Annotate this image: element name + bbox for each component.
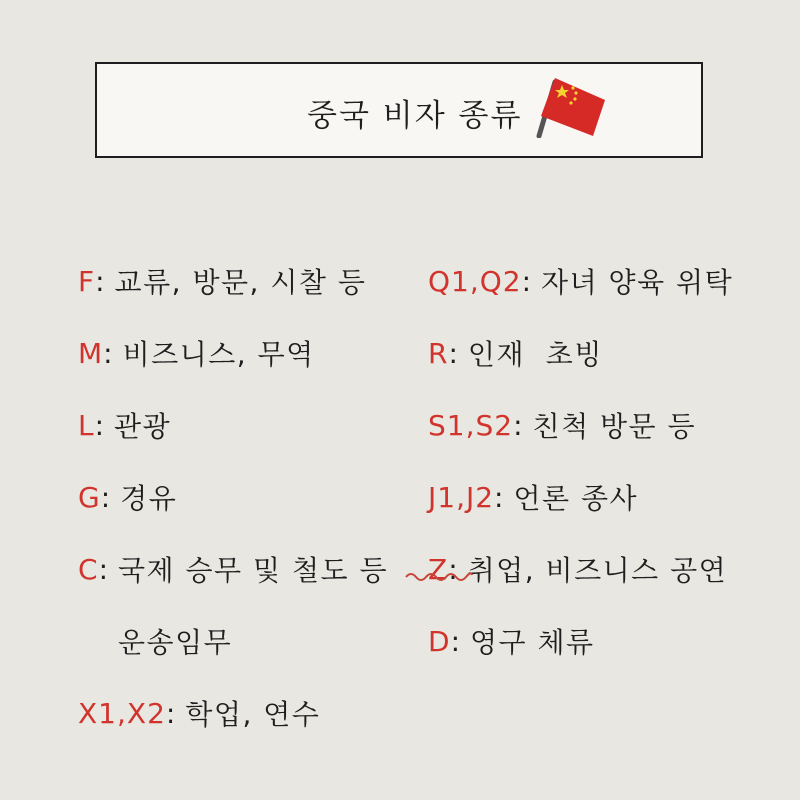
visa-code: C <box>78 552 99 586</box>
visa-code: X1,X2 <box>78 696 166 730</box>
right-visa-list <box>428 245 733 677</box>
visa-code: G <box>78 480 101 514</box>
visa-desc: 언론 종사 <box>513 482 639 515</box>
visa-desc: 취업, 비즈니스 공연 <box>467 554 728 587</box>
visa-desc: 운송임무 <box>118 626 233 659</box>
visa-desc: 경유 <box>120 482 178 515</box>
title-box <box>95 62 703 158</box>
visa-code: D <box>428 624 451 658</box>
visa-code: Z <box>428 552 449 586</box>
visa-code: R <box>428 336 449 370</box>
visa-desc: 국제 승무 및 철도 등 <box>118 554 388 587</box>
left-visa-list <box>78 245 388 749</box>
visa-desc: 영구 체류 <box>470 626 595 659</box>
visa-row-f: F : 교류, 방문, 시찰 등 <box>78 245 388 317</box>
spellcheck-squiggle <box>404 568 474 582</box>
visa-row-m: M : 비즈니스, 무역 <box>78 317 388 389</box>
visa-row-r: R : 인재 초빙 <box>428 317 733 389</box>
visa-code: L <box>78 408 95 442</box>
visa-desc: 관광 <box>114 410 172 443</box>
visa-row-l: L : 관광 <box>78 389 388 461</box>
visa-row-s: S1,S2 : 친척 방문 등 <box>428 389 733 461</box>
visa-code: J1,J2 <box>428 480 495 514</box>
visa-desc: 비즈니스, 무역 <box>122 338 315 371</box>
visa-desc: 교류, 방문, 시찰 등 <box>114 266 367 299</box>
visa-desc: 친척 방문 등 <box>532 410 697 443</box>
china-flag-icon <box>529 74 609 138</box>
page-title: 중국 비자 종류 <box>307 98 523 134</box>
visa-row-x: X1,X2 : 학업, 연수 <box>78 677 388 749</box>
visa-row-d: D : 영구 체류 <box>428 605 733 677</box>
visa-row-q: Q1,Q2 : 자녀 양육 위탁 <box>428 245 733 317</box>
visa-code: Q1,Q2 <box>428 264 522 298</box>
visa-desc: 학업, 연수 <box>185 698 321 731</box>
visa-row-c: C : 국제 승무 및 철도 등 <box>78 533 388 605</box>
visa-row-j: J1,J2 : 언론 종사 <box>428 461 733 533</box>
visa-desc: 인재 초빙 <box>467 338 603 371</box>
visa-desc: 자녀 양육 위탁 <box>541 266 734 299</box>
visa-row-g: G : 경유 <box>78 461 388 533</box>
visa-code: M <box>78 336 104 370</box>
visa-code: S1,S2 <box>428 408 514 442</box>
visa-code: F <box>78 264 96 298</box>
visa-row-z: Z : 취업, 비즈니스 공연 <box>428 533 733 605</box>
visa-row-c-continued <box>78 605 388 677</box>
